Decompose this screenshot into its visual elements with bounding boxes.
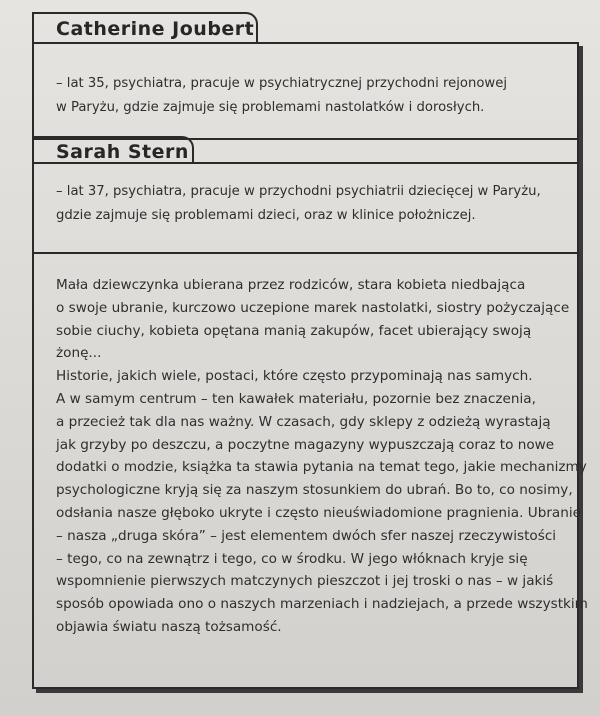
description-line: żonę...	[56, 345, 102, 362]
description-line: a przecież tak dla nas ważny. W czasach, gdy sklepy z odzieżą wyrastają	[56, 413, 551, 430]
author-tab-sarah	[32, 136, 194, 164]
bio-line: gdzie zajmuje się problemami dzieci, oraz w klinice położniczej.	[56, 208, 476, 223]
section-divider	[34, 162, 577, 164]
description-line: odsłania nasze głęboko ukryte i często nieuświadomione pragnienia. Ubranie	[56, 504, 582, 521]
author-bio-catherine	[56, 72, 507, 120]
author-name: Sarah Stern	[56, 141, 189, 163]
description-line: psychologiczne kryją się za naszym stosunkiem do ubrań. Bo to, co nosimy,	[56, 482, 573, 499]
description-line: – nasza „druga skóra” – jest elementem dwóch sfer naszej rzeczywistości	[56, 527, 557, 544]
description-line: jak grzyby po deszczu, a poczytne magazyny wypuszczają coraz to nowe	[56, 436, 555, 453]
bio-line: – lat 35, psychiatra, pracuje w psychiatrycznej przychodni rejonowej	[56, 76, 507, 91]
author-bio-sarah	[56, 180, 541, 228]
description-line: Mała dziewczynka ubierana przez rodziców, stara kobieta niedbająca	[56, 277, 526, 293]
description-line: A w samym centrum – ten kawałek materiału, pozornie bez znaczenia,	[56, 390, 536, 407]
description-line: Historie, jakich wiele, postaci, które często przypominają nas samych.	[56, 368, 533, 385]
description-line: sobie ciuchy, kobieta opętana manią zakupów, facet ubierający swoją	[56, 322, 532, 339]
author-name: Catherine Joubert	[56, 18, 255, 40]
description-line: sposób opowiada ono o naszych marzeniach i nadziejach, a przede wszystkim	[56, 596, 588, 613]
book-back-cover-frame	[32, 42, 588, 689]
author-tab-catherine	[32, 12, 258, 44]
section-divider	[34, 252, 577, 254]
description-line: dodatki o modzie, książka ta stawia pytania na temat tego, jakie mechanizmy	[56, 459, 587, 476]
description-line: o swoje ubranie, kurczowo uczepione marek nastolatki, siostry pożyczające	[56, 299, 570, 316]
bio-line: w Paryżu, gdzie zajmuje się problemami nastolatków i dorosłych.	[56, 100, 485, 115]
description-line: wspomnienie pierwszych matczynych pieszczot i jej troski o nas – w jakiś	[56, 573, 554, 590]
bio-line: – lat 37, psychiatra, pracuje w przychodni psychiatrii dziecięcej w Paryżu,	[56, 184, 541, 199]
book-description	[56, 274, 588, 639]
description-line: objawia światu naszą tożsamość.	[56, 618, 282, 635]
description-line: – tego, co na zewnątrz i tego, co w środku. W jego włóknach kryje się	[56, 550, 528, 567]
